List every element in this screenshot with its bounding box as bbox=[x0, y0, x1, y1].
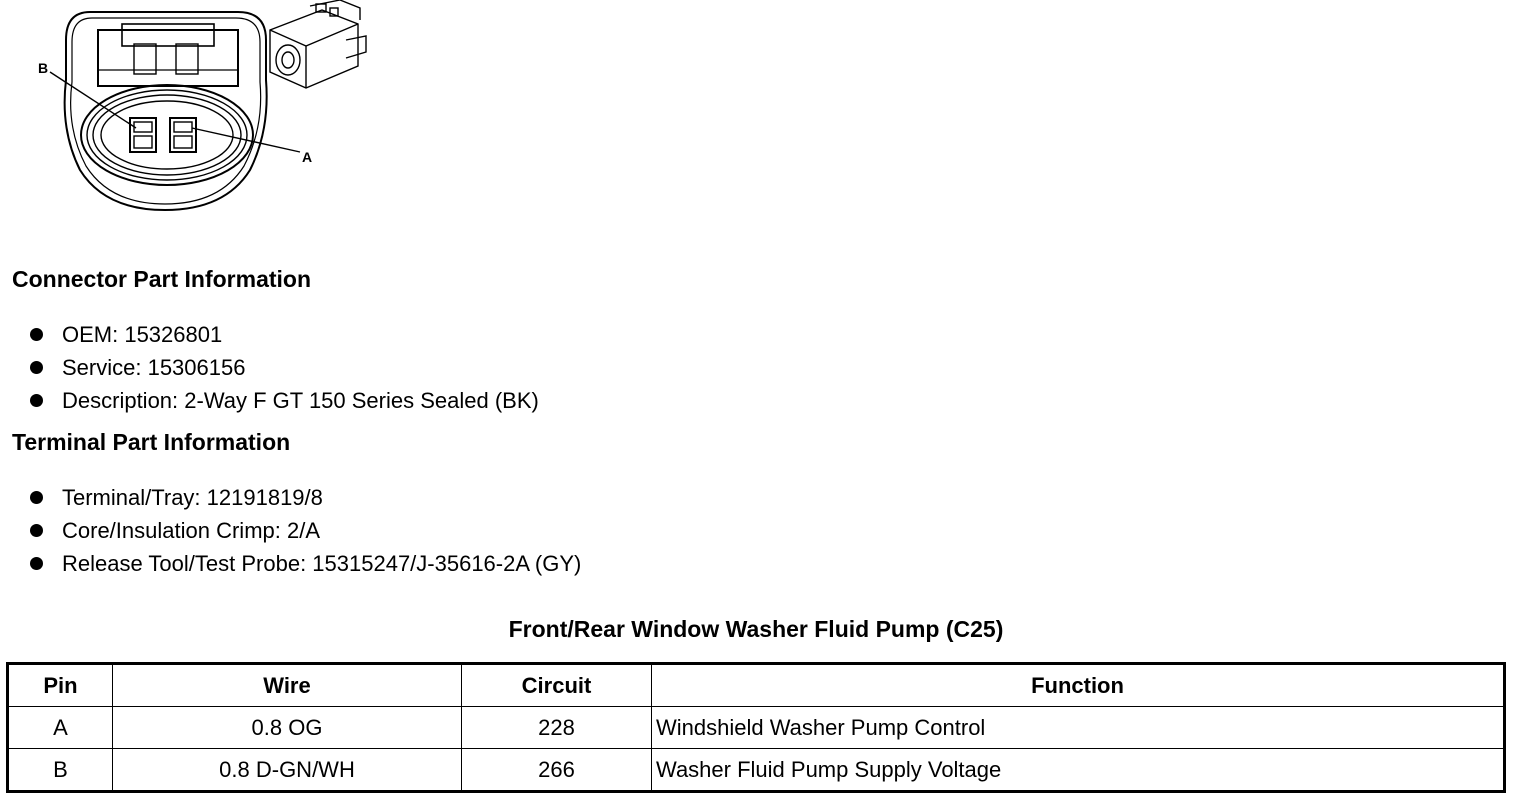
pin-b-label: B bbox=[38, 60, 49, 76]
crimp-text: Core/Insulation Crimp: 2/A bbox=[62, 518, 320, 543]
connector-part-list bbox=[30, 318, 539, 417]
list-item bbox=[30, 351, 539, 384]
bullet-icon bbox=[30, 491, 43, 504]
bullet-icon bbox=[30, 557, 43, 570]
terminal-part-information-heading: Terminal Part Information bbox=[12, 429, 291, 455]
pin-cell: B bbox=[8, 749, 113, 792]
function-cell: Washer Fluid Pump Supply Voltage bbox=[652, 749, 1505, 792]
oem-text: OEM: 15326801 bbox=[62, 322, 223, 347]
bullet-icon bbox=[30, 524, 43, 537]
function-cell: Windshield Washer Pump Control bbox=[652, 707, 1505, 749]
list-item bbox=[30, 514, 581, 547]
pin-column-header: Pin bbox=[8, 664, 113, 707]
pin-out-table bbox=[6, 662, 1506, 793]
connector-part-information-heading: Connector Part Information bbox=[12, 266, 312, 292]
service-text: Service: 15306156 bbox=[62, 355, 246, 380]
pin-cell: A bbox=[8, 707, 113, 749]
terminal-tray-text: Terminal/Tray: 12191819/8 bbox=[62, 485, 323, 510]
table-row bbox=[8, 749, 1505, 792]
bullet-icon bbox=[30, 394, 43, 407]
bullet-icon bbox=[30, 328, 43, 341]
table-row bbox=[8, 707, 1505, 749]
list-item bbox=[30, 547, 581, 580]
description-text: Description: 2-Way F GT 150 Series Sealed (BK) bbox=[62, 388, 539, 413]
circuit-column-header: Circuit bbox=[462, 664, 652, 707]
release-tool-text: Release Tool/Test Probe: 15315247/J-35616-2A (GY) bbox=[62, 551, 582, 576]
circuit-cell: 228 bbox=[462, 707, 652, 749]
terminal-part-list bbox=[30, 481, 581, 580]
wire-column-header: Wire bbox=[113, 664, 462, 707]
list-item bbox=[30, 481, 581, 514]
table-title: Front/Rear Window Washer Fluid Pump (C25) bbox=[508, 616, 1004, 642]
connector-isometric-view bbox=[270, 0, 366, 88]
connector-face-diagram bbox=[30, 0, 380, 230]
wire-cell: 0.8 D-GN/WH bbox=[113, 749, 462, 792]
list-item bbox=[30, 384, 539, 417]
wire-cell: 0.8 OG bbox=[113, 707, 462, 749]
list-item bbox=[30, 318, 539, 351]
table-header-row bbox=[8, 664, 1505, 707]
bullet-icon bbox=[30, 361, 43, 374]
circuit-cell: 266 bbox=[462, 749, 652, 792]
function-column-header: Function bbox=[652, 664, 1505, 707]
pin-a-label: A bbox=[302, 149, 313, 165]
